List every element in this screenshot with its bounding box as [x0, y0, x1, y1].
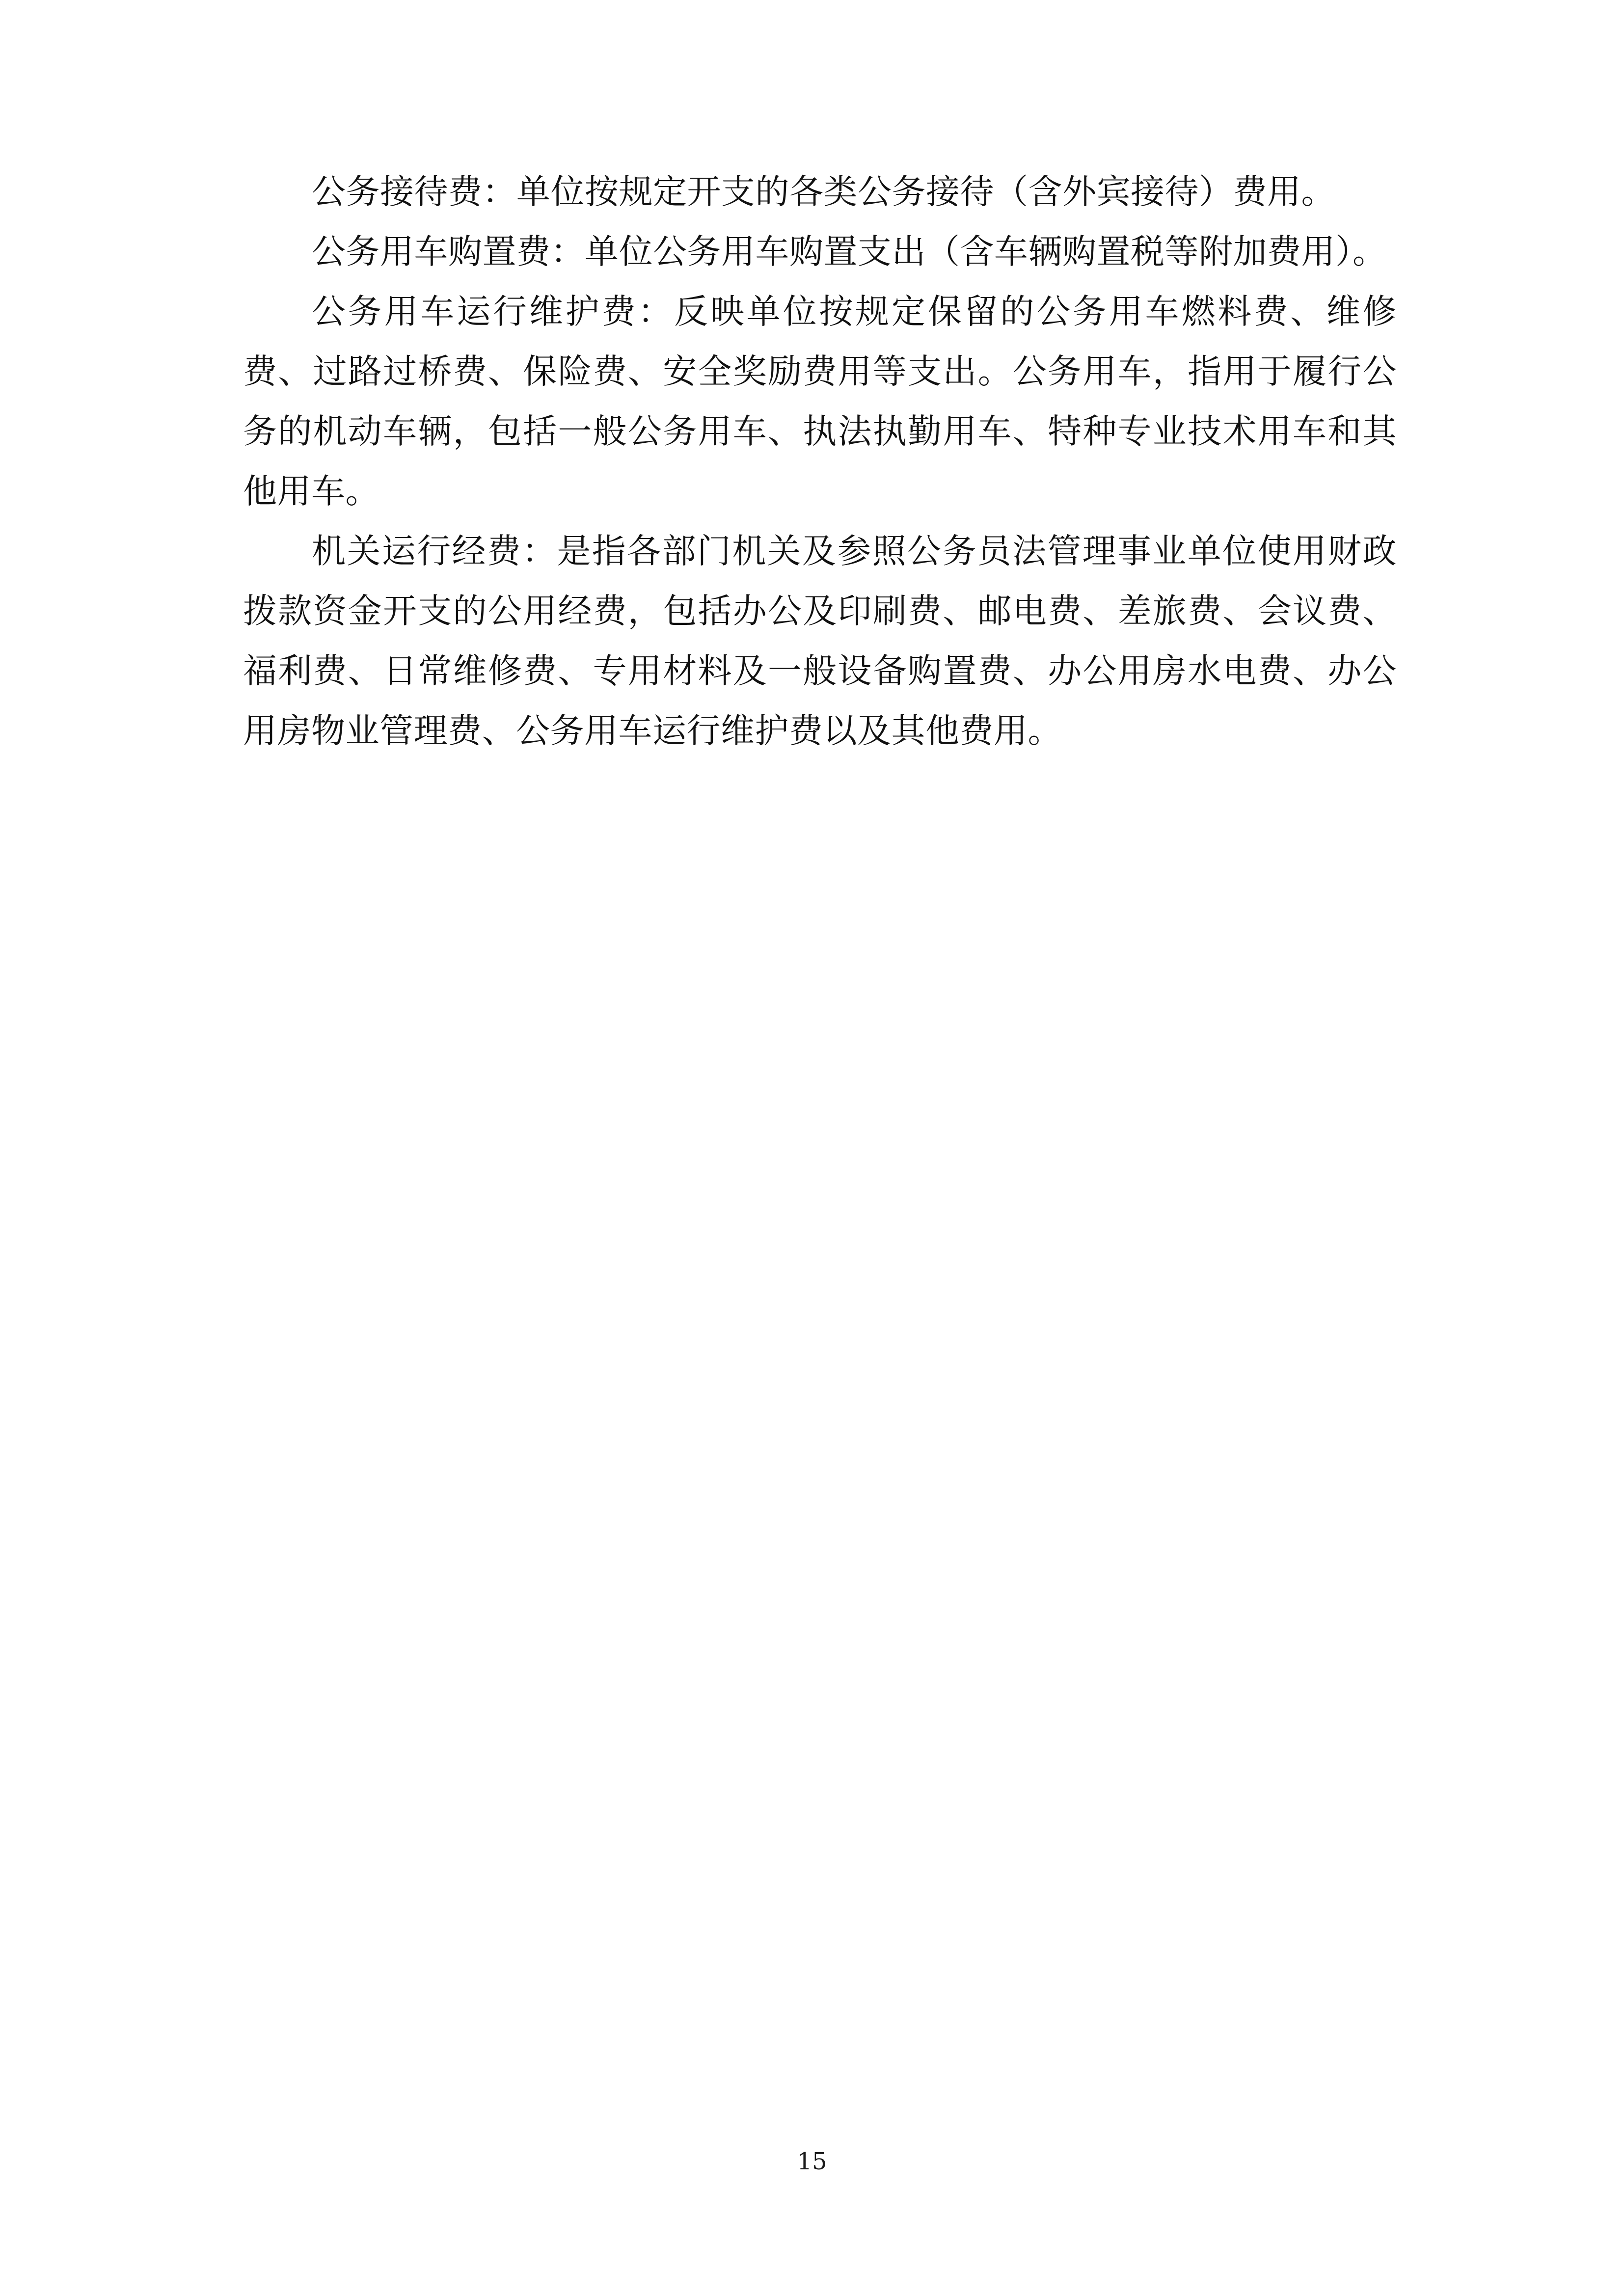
paragraph-official-vehicle-maintenance-fee: 公务用车运行维护费：反映单位按规定保留的公务用车燃料费、维修费、过路过桥费、保险费、安全奖励费用等支出。公务用车，指用于履行公务的机动车辆，包括一般公务用车、执法执勤用车、特种专业技术用车和其他用车。 — [243, 292, 1397, 511]
paragraph-official-reception-fee: 公务接待费：单位按规定开支的各类公务接待（含外宾接待）费用。 — [312, 172, 1335, 212]
paragraph-agency-operating-expenses: 机关运行经费：是指各部门机关及参照公务员法管理事业单位使用财政拨款资金开支的公用经费，包括办公及印刷费、邮电费、差旅费、会议费、福利费、日常维修费、专用材料及一般设备购置费、办公用房水电费、办公用房物业管理费、公务用车运行维护费以及其他费用。 — [243, 532, 1397, 751]
page-number: 15 — [797, 2148, 827, 2175]
paragraph-official-vehicle-purchase-fee: 公务用车购置费：单位公务用车购置支出（含车辆购置税等附加费用）。 — [312, 232, 1387, 271]
document-body — [243, 162, 1397, 761]
